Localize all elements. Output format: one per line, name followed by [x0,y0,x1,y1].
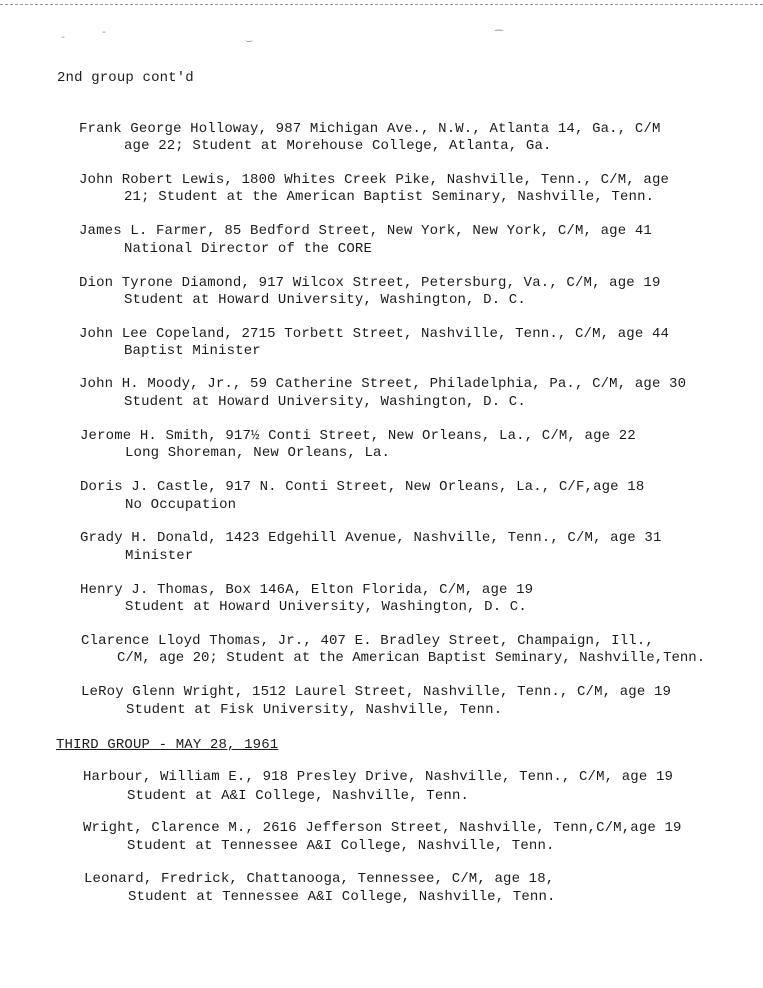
entry-name-address: James L. Farmer, 85 Bedford Street, New York, New York, C/M, age 41 [79,223,652,239]
entry-name-address: John Robert Lewis, 1800 Whites Creek Pike, Nashville, Tenn., C/M, age [79,172,670,188]
entry-details: Student at Tennessee A&I College, Nashville, Tenn. [127,838,555,854]
entry-name-address: Doris J. Castle, 917 N. Conti Street, New Orleans, La., C/F,age 18 [80,479,645,495]
entry-name-address: John H. Moody, Jr., 59 Catherine Street, Philadelphia, Pa., C/M, age 30 [79,376,687,392]
scan-speck: ⁀ [495,32,504,43]
entry-name-address: Wright, Clarence M., 2616 Jefferson Street, Nashville, Tenn,C/M,age 19 [83,820,682,836]
continuation-heading: 2nd group cont'd [57,70,194,86]
entry-name-address: John Lee Copeland, 2715 Torbett Street, Nashville, Tenn., C/M, age 44 [79,326,670,342]
entry-details: Long Shoreman, New Orleans, La. [125,445,391,461]
entry-name-address: Frank George Holloway, 987 Michigan Ave., N.W., Atlanta 14, Ga., C/M [79,121,661,137]
entry-details: No Occupation [125,497,237,513]
entry-details: age 22; Student at Morehouse College, Atlanta, Ga. [124,138,552,154]
scan-speck: - [101,28,108,39]
perforation-edge [0,4,763,5]
entry-details: Student at Howard University, Washington, D. C. [124,394,526,410]
entry-details: Student at Howard University, Washington, D. C. [124,292,526,308]
entry-name-address: Clarence Lloyd Thomas, Jr., 407 E. Bradley Street, Champaign, Ill., [81,633,654,649]
entry-details: Student at Howard University, Washington, D. C. [125,599,527,615]
entry-name-address: Leonard, Fredrick, Chattanooga, Tennessee, C/M, age 18, [84,871,555,887]
entry-name-address: Henry J. Thomas, Box 146A, Elton Florida, C/M, age 19 [80,582,534,598]
entry-details: Student at Fisk University, Nashville, Tenn. [126,702,503,718]
entry-details: Minister [125,548,194,564]
section-heading-third-group: THIRD GROUP - MAY 28, 1961 [56,737,279,753]
entry-details: 21; Student at the American Baptist Seminary, Nashville, Tenn. [124,189,655,205]
entry-details: Student at A&I College, Nashville, Tenn. [127,788,470,804]
scan-speck: ‿ [246,33,253,44]
entry-name-address: LeRoy Glenn Wright, 1512 Laurel Street, Nashville, Tenn., C/M, age 19 [81,684,672,700]
entry-details: Baptist Minister [124,343,261,359]
entry-name-address: Grady H. Donald, 1423 Edgehill Avenue, Nashville, Tenn., C/M, age 31 [80,530,662,546]
entry-name-address: Dion Tyrone Diamond, 917 Wilcox Street, Petersburg, Va., C/M, age 19 [79,275,661,291]
entry-details: C/M, age 20; Student at the American Baptist Seminary, Nashville,Tenn. [117,650,706,666]
scan-speck: - [60,33,67,44]
entry-details: National Director of the CORE [124,241,372,257]
entry-name-address: Jerome H. Smith, 917½ Conti Street, New Orleans, La., C/M, age 22 [80,428,636,444]
entry-name-address: Harbour, William E., 918 Presley Drive, Nashville, Tenn., C/M, age 19 [83,769,674,785]
entry-details: Student at Tennessee A&I College, Nashville, Tenn. [128,889,556,905]
